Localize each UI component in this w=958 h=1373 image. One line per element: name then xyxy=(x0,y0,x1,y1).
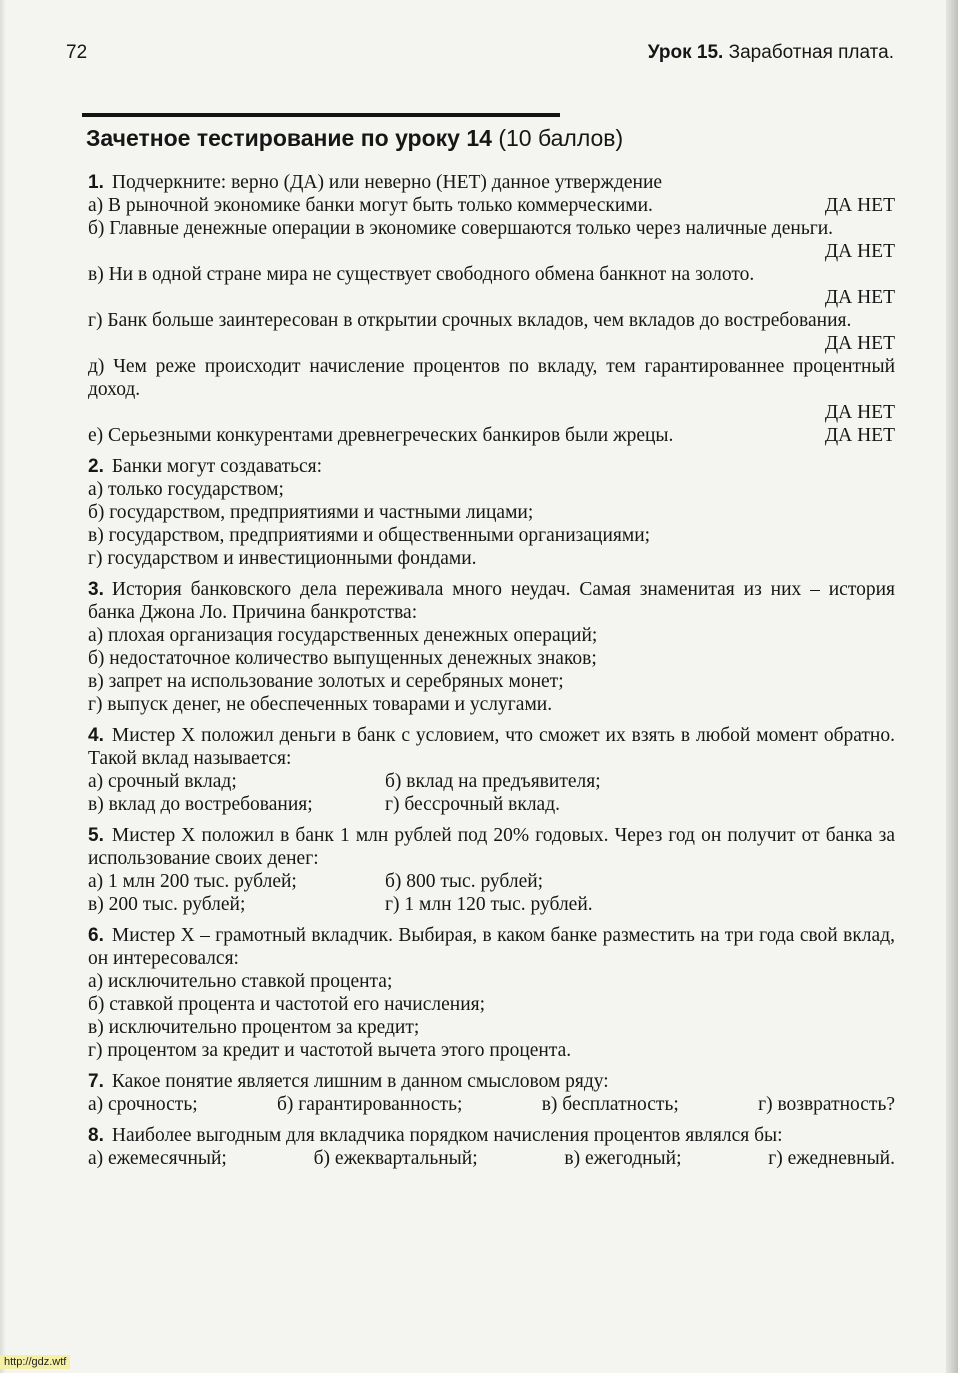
option-a: а) только государством; xyxy=(88,479,284,500)
option-a: а) 1 млн 200 тыс. рублей; xyxy=(88,871,297,892)
source-link[interactable]: http://gdz.wtf xyxy=(0,1355,70,1369)
statement-e xyxy=(88,355,895,424)
question-8 xyxy=(88,1124,895,1170)
test-title xyxy=(86,125,623,152)
option-d: г) ежедневный. xyxy=(768,1148,895,1169)
page-right-edge xyxy=(946,0,958,1373)
option-a: а) срочный вклад; xyxy=(88,771,237,792)
question-number: 2. xyxy=(88,456,104,477)
answer-options: ДА НЕТ xyxy=(824,333,895,354)
question-4 xyxy=(88,724,895,816)
title-rule xyxy=(82,113,560,117)
options-row-2 xyxy=(88,893,895,916)
option-d: г) государством и инвестиционными фондами. xyxy=(88,548,477,569)
question-number: 3. xyxy=(88,579,104,600)
option-c: в) вклад до востребования; xyxy=(88,794,313,815)
options-row-2 xyxy=(88,793,895,816)
question-2 xyxy=(88,455,895,570)
question-number: 8. xyxy=(88,1125,104,1146)
test-content xyxy=(88,171,895,1178)
options-row xyxy=(88,1093,895,1116)
statement-text: в) Ни в одной стране мира не существует свободного обмена банкнот на золото. xyxy=(88,264,755,285)
statement-f xyxy=(88,424,895,447)
question-text: Банки могут создаваться: xyxy=(111,456,323,477)
option-d: г) процентом за кредит и частотой вычета этого процента. xyxy=(88,1040,572,1061)
question-text: Мистер X положил деньги в банк с условием, что сможет их взять в любой момент обратно. Такой вклад называется: xyxy=(88,725,895,769)
answer-options: ДА НЕТ xyxy=(824,287,895,308)
question-3 xyxy=(88,578,895,716)
statement-b xyxy=(88,217,895,263)
option-a: а) исключительно ставкой процента; xyxy=(88,971,393,992)
question-number: 1. xyxy=(88,172,104,193)
option-b: б) недостаточное количество выпущенных денежных знаков; xyxy=(88,648,597,669)
test-points: (10 баллов) xyxy=(498,125,624,151)
option-c: в) запрет на использование золотых и серебряных монет; xyxy=(88,671,564,692)
statement-c xyxy=(88,263,895,309)
option-a: а) плохая организация государственных денежных операций; xyxy=(88,625,598,646)
option-b: б) ставкой процента и частотой его начисления; xyxy=(88,994,486,1015)
question-1 xyxy=(88,171,895,447)
options-row-1 xyxy=(88,870,895,893)
option-c: в) бесплатность; xyxy=(541,1094,679,1115)
question-number: 5. xyxy=(88,825,104,846)
page-left-shadow xyxy=(0,0,6,1373)
question-text: Мистер X – грамотный вкладчик. Выбирая, в каком банке разместить на три года свой вклад, он интересовался: xyxy=(88,925,895,969)
option-b: б) государством, предприятиями и частными лицами; xyxy=(88,502,534,523)
running-header xyxy=(648,42,894,64)
option-c: в) 200 тыс. рублей; xyxy=(88,894,246,915)
option-b: б) ежеквартальный; xyxy=(313,1148,478,1169)
question-text: Мистер X положил в банк 1 млн рублей под 20% годовых. Через год он получит от банка за использование своих денег: xyxy=(88,825,895,869)
option-c: в) ежегодный; xyxy=(564,1148,682,1169)
statement-text: б) Главные денежные операции в экономике совершаются только через наличные деньги. xyxy=(88,218,834,239)
question-text: Какое понятие является лишним в данном смысловом ряду: xyxy=(111,1071,609,1092)
question-6 xyxy=(88,924,895,1062)
question-7 xyxy=(88,1070,895,1116)
question-text: Наиболее выгодным для вкладчика порядком начисления процентов являлся бы: xyxy=(111,1125,783,1146)
answer-options: ДА НЕТ xyxy=(824,425,895,446)
statement-a xyxy=(88,194,895,217)
question-text: История банковского дела переживала много неудач. Самая знаменитая из них – история банка Джона Ло. Причина банкротства: xyxy=(88,579,895,623)
statement-text: а) В рыночной экономике банки могут быть только коммерческими. xyxy=(88,195,653,216)
question-number: 7. xyxy=(88,1071,104,1092)
options-row xyxy=(88,1147,895,1170)
question-number: 4. xyxy=(88,725,104,746)
answer-options: ДА НЕТ xyxy=(824,241,895,262)
question-number: 6. xyxy=(88,925,104,946)
answer-options: ДА НЕТ xyxy=(824,195,895,216)
option-b: б) гарантированность; xyxy=(276,1094,463,1115)
option-d: г) возвратность? xyxy=(758,1094,895,1115)
question-text: Подчеркните: верно (ДА) или неверно (НЕТ) данное утверждение xyxy=(111,172,663,193)
statement-text: г) Банк больше заинтересован в открытии срочных вкладов, чем вкладов до востребования. xyxy=(88,310,852,331)
option-c: в) исключительно процентом за кредит; xyxy=(88,1017,420,1038)
option-d: г) бессрочный вклад. xyxy=(385,794,560,815)
lesson-title: Заработная плата. xyxy=(728,42,894,63)
options-row-1 xyxy=(88,770,895,793)
statement-d xyxy=(88,309,895,355)
option-b: б) 800 тыс. рублей; xyxy=(385,871,544,892)
statement-text: д) Чем реже происходит начисление процентов по вкладу, тем гарантированнее процентный доход. xyxy=(88,356,895,400)
option-b: б) вклад на предъявителя; xyxy=(385,771,601,792)
option-d: г) выпуск денег, не обеспеченных товарами и услугами. xyxy=(88,694,553,715)
statement-text: е) Серьезными конкурентами древнегреческих банкиров были жрецы. xyxy=(88,425,674,446)
option-a: а) ежемесячный; xyxy=(88,1148,227,1169)
test-title-text: Зачетное тестирование по уроку 14 xyxy=(86,125,492,151)
page-number: 72 xyxy=(66,42,88,63)
lesson-label: Урок 15. xyxy=(647,42,724,63)
question-5 xyxy=(88,824,895,916)
option-d: г) 1 млн 120 тыс. рублей. xyxy=(385,894,593,915)
option-a: а) срочность; xyxy=(88,1094,198,1115)
answer-options: ДА НЕТ xyxy=(824,402,895,423)
option-c: в) государством, предприятиями и общественными организациями; xyxy=(88,525,651,546)
